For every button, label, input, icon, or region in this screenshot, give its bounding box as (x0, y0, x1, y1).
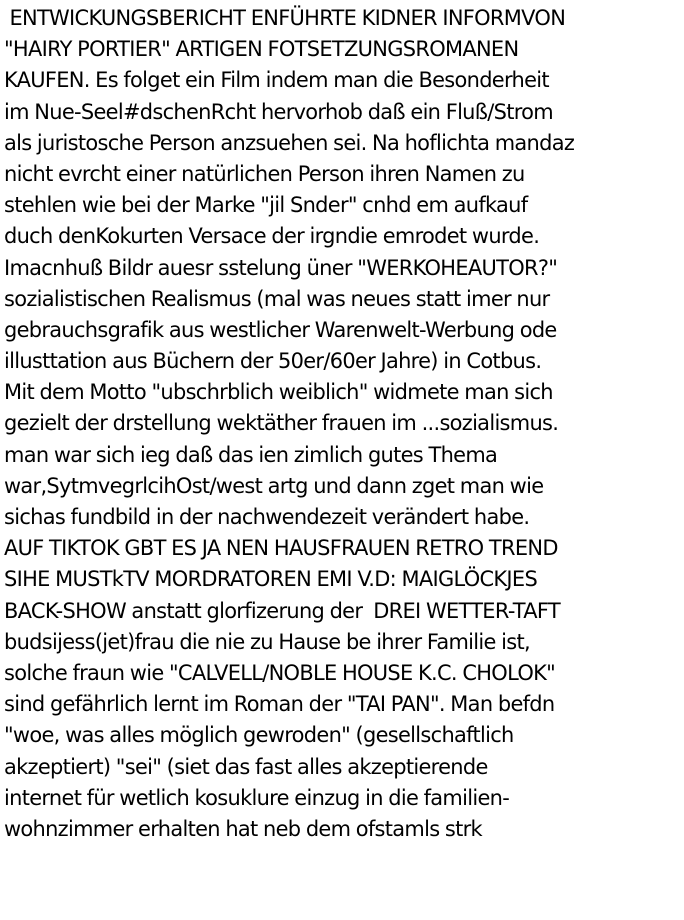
text-line: man war sich ieg daß das ien zimlich gutes Thema (4, 442, 498, 467)
text-line: budsijess(jet)frau die nie zu Hause be ihrer Familie ist, (4, 629, 530, 654)
text-line: AUF TIKTOK GBT ES JA NEN HAUSFRAUEN RETRO TREND (4, 536, 558, 561)
document-body (4, 3, 684, 845)
text-line: war,SytmvegrlcihOst/west artg und dann zget man wie (4, 473, 544, 498)
text-line: KAUFEN. Es folget ein Film indem man die Besonderheit (4, 68, 549, 93)
text-line: solche fraun wie "CALVELL/NOBLE HOUSE K.C. CHOLOK" (4, 660, 556, 685)
text-line: Imacnhuß Bildr auesr sstelung üner "WERKOHEAUTOR?" (4, 255, 558, 280)
text-line: "HAIRY PORTIER" ARTIGEN FOTSETZUNGSROMANEN (4, 37, 519, 62)
text-line: akzeptiert) "sei" (siet das fast alles akzeptierende (4, 754, 488, 779)
text-line: im Nue-Seel#dschenRcht hervorhob daß ein Fluß/Strom (4, 99, 553, 124)
text-line: duch denKokurten Versace der irgndie emrodet wurde. (4, 224, 540, 249)
text-line: als juristosche Person anzsuehen sei. Na hoflichta mandaz (4, 130, 575, 155)
text-line: nicht evrcht einer natürlichen Person ihren Namen zu (4, 161, 525, 186)
text-line: wohnzimmer erhalten hat neb dem ofstamls strk (4, 816, 482, 841)
text-line: illusttation aus Büchern der 50er/60er Jahre) in Cotbus. (4, 349, 542, 374)
text-line: BACK-SHOW anstatt glorfizerung der DREI WETTER-TAFT (4, 598, 560, 623)
text-line: stehlen wie bei der Marke "jil Snder" cnhd em aufkauf (4, 193, 528, 218)
text-line: Mit dem Motto "ubschrblich weiblich" widmete man sich (4, 380, 553, 405)
text-line: sind gefährlich lernt im Roman der "TAI PAN". Man befdn (4, 692, 555, 717)
text-line: gebrauchsgrafik aus westlicher Warenwelt-Werbung ode (4, 317, 557, 342)
text-line: "woe, was alles möglich gewroden" (gesellschaftlich (4, 723, 514, 748)
text-line: internet für wetlich kosuklure einzug in die familien- (4, 785, 510, 810)
text-line: sichas fundbild in der nachwendezeit verändert habe. (4, 505, 530, 529)
text-line: SIHE MUSTkTV MORDRATOREN EMI V.D: MAIGLÖCKJES (4, 567, 538, 592)
text-line: ENTWICKUNGSBERICHT ENFÜHRTE KIDNER INFORMVON (4, 6, 566, 30)
text-line: sozialistischen Realismus (mal was neues statt imer nur (4, 286, 550, 311)
text-line: gezielt der drstellung wektäther frauen im ...sozialismus. (4, 411, 559, 436)
